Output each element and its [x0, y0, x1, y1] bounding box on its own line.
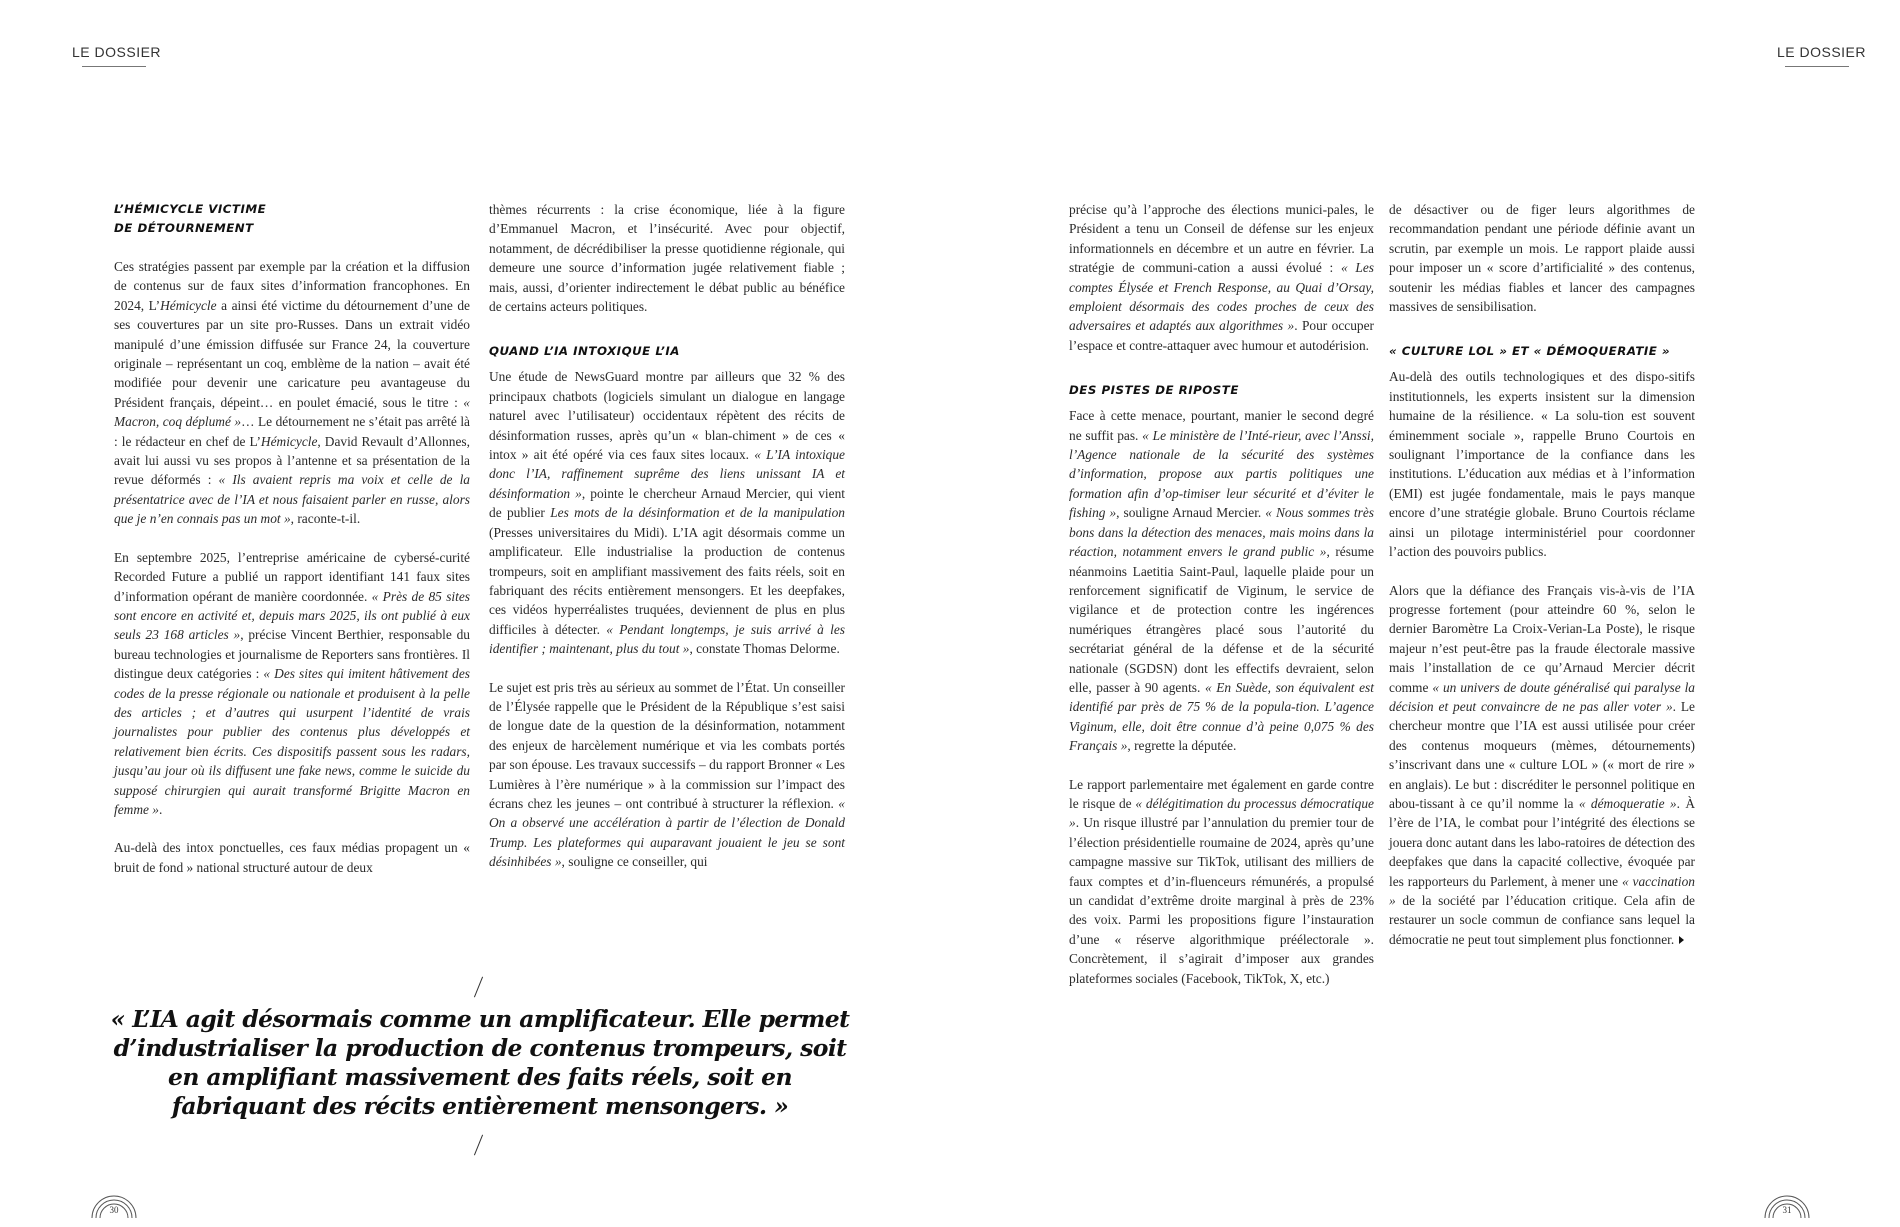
subhead-culture-lol: « CULTURE LOL » ET « DÉMOQUERATIE » [1389, 344, 1671, 359]
article-column-4 [1389, 200, 1695, 949]
paragraph: Ces stratégies passent par exemple par la création et la diffusion de contenus sur de faux sites d’information francophones. En 2024, L’Hémicycle a ainsi été victime du détournement d’une de ses couvertures par un site pro-Russes. Dans un extrait vidéo manipulé d’une émission diffusée sur France 24, la couverture originale – représentant un coq, emblème de la nation – avait été modifiée pour devenir une caricature peu avantageuse du Président français, dépeint… en poulet émacié, sous le titre : « Macron, coq déplumé »… Le détournement ne s’était pas arrêté là : le rédacteur en chef de L’Hémicycle, David Revault d’Allonnes, avait lui aussi vu ses propos à l’antenne et sa présentation de la revue déformés : « Ils avaient repris ma voix et celle de la présentatrice avec de l’IA et nous faisaient parler en russe, alors que je n’en connais pas un mot », raconte-t-il. [114, 259, 470, 527]
article-column-2 [489, 200, 845, 872]
paragraph: Au-delà des intox ponctuelles, ces faux médias propagent un « bruit de fond » national structuré autour de deux [114, 840, 470, 875]
article-column-1 [114, 200, 470, 877]
page-number: 31 [1782, 1205, 1792, 1215]
section-label: LE DOSSIER [72, 44, 162, 60]
paragraph: Le sujet est pris très au sérieux au sommet de l’État. Un conseiller de l’Élysée rappelle que le Président de la République s’est saisi de longue date de la question de la désinformation, notamment des enjeux de harcèlement numérique et via les combats portés par son épouse. Les travaux successifs – du rapport Bronner « Les Lumières à l’ère numérique » à la commission sur l’impact des écrans chez les jeunes – ont contribué à structurer la réflexion. « On a observé une accélération à partir de l’élection de Donald Trump. Les plateformes qui auparavant jouaient le jeu se sont désinhibées », souligne ce conseiller, qui [489, 679, 845, 870]
paragraph: de désactiver ou de figer leurs algorithmes de recommandation pendant une période définie avant un scrutin, par exemple un mois. Le rapport plaide aussi pour imposer un « score d’artificialité » des contenus, soutenir les médias fiables et lancer des campagnes massives de sensibilisation. [1389, 202, 1695, 315]
page-number-right [1763, 1190, 1811, 1218]
paragraph: Alors que la défiance des Français vis-à-vis de l’IA progresse fortement (pour atteindre 60 %, selon le dernier Baromètre La Croix-Verian-La Poste), le risque majeur n’est peut-être pas la fraude électorale massive mais l’installation de ce qu’Arnaud Mercier décrit comme « un univers de doute généralisé qui paralyse la décision et peut convaincre de ne pas aller voter ». Le chercheur montre que l’IA est aussi utilisée pour créer des contenus moqueurs (mèmes, détournements) s’inscrivant dans une « culture LOL » (« mort de rire » en anglais). Le but : discréditer le personnel politique en abou-tissant à ce qu’il nomme la « démoqueratie ». À l’ère de l’IA, le combat pour l’intégrité des élections se jouera donc autant dans les labo-ratoires de détection des deepfakes que dans la capacité collective, évoquée par les rapporteurs du Parlement, à mener une « vaccination » de la société par l’éducation critique. Cela afin de restaurer un socle commun de confiance sans lequel la démocratie ne peut tout simplement plus fonctionner. [1389, 582, 1696, 947]
paragraph: Au-delà des outils technologiques et des dispo-sitifs institutionnels, les experts insistent sur la dimension humaine de la résilience. « La solu-tion est souvent éminemment sociale », rappelle Bruno Courtois en soulignant l’importance de la confiance dans les institutions. L’éducation aux médias et à l’information (EMI) est jugée fondamentale, mais le pays manque encore d’une stratégie globale. Bruno Courtois réclame ainsi un pilotage interministériel pour coordonner l’action des pouvoirs publics. [1389, 369, 1695, 560]
section-underline [82, 66, 146, 67]
running-head-right [1777, 44, 1866, 67]
paragraph: En septembre 2025, l’entreprise américaine de cybersé-curité Recorded Future a publié un rapport identifiant 141 faux sites d’information opérant de manière coordonnée. « Près de 85 sites sont encore en activité et, depuis mars 2025, ils ont publié à eux seuls 23 168 articles », précise Vincent Berthier, responsable du bureau technologies et journalisme de Reporters sans frontières. Il distingue deux catégories : « Des sites qui imitent hâtivement des codes de la presse régionale ou nationale et produisent à la pelle des articles ; et d’autres qui usurpent l’identité de vrais journalistes pour publier des contenus plus développés et relativement bien écrits. Ces dispositifs passent sous les radars, jusqu’au jour où ils diffusent une fake news, comme le suicide du supposé chirurgien qui aurait transformé Brigitte Macron en femme ». [114, 549, 471, 817]
article-column-3 [1069, 200, 1374, 988]
subhead-ia-intoxique: QUAND L’IA INTOXIQUE L’IA [489, 344, 680, 359]
running-head-left [72, 44, 161, 67]
paragraph: Le rapport parlementaire met également en garde contre le risque de « délégitimation du processus démocratique ». Un risque illustré par l’annulation du premier tour de l’élection présidentielle roumaine de 2024, après qu’une campagne massive sur TikTok, utilisant des milliers de faux comptes et d’in-fluenceurs rémunérés, a propulsé un candidat d’extrême droite marginal à près de 23% des voix. Parmi les propositions figure l’instauration d’une « réserve algorithmique préélectorale ». Concrètement, il s’agirait d’imposer aux grandes plateformes sociales (Facebook, TikTok, X, etc.) [1069, 776, 1374, 986]
subhead-line: DE DÉTOURNEMENT [114, 221, 254, 235]
subhead-hemicycle [114, 200, 470, 238]
paragraph: Une étude de NewsGuard montre par ailleurs que 32 % des principaux chatbots (logiciels simulant un dialogue en langage naturel avec l’utilisateur) occidentaux répètent des récits de désinformation russes, après qu’un « blan-chiment » de ces « intox » ait été opéré via ces faux sites locaux. « L’IA intoxique donc l’IA, raffinement suprême des liens unissant IA et désinformation », pointe le chercheur Arnaud Mercier, qui vient de publier Les mots de la désinformation et de la manipulation (Presses universitaires du Midi). L’IA agit désormais comme un amplificateur. Elle industrialise la production de contenus trompeurs, soit en amplifiant massivement des faits réels, soit en fabriquant des récits entièrement mensongers. Et les deepfakes, ces vidéos hyperréalistes truquées, deviennent de plus en plus difficiles à détecter. « Pendant longtemps, je suis arrivé à les identifier ; maintenant, plus du tout », constate Thomas Delorme. [489, 369, 845, 657]
paragraph: précise qu’à l’approche des élections munici-pales, le Président a tenu un Conseil de défense sur les enjeux informationnels en décembre et un autre en février. La stratégie de communi-cation a aussi évolué : « Les comptes Élysée et French Response, au Quai d’Orsay, emploient désormais des codes proches de ceux des adversaires et adaptés aux algorithmes ». Pour occuper l’espace et contre-attaquer avec humour et autodérision. [1069, 202, 1374, 353]
pull-quote: « L’IA agit désormais comme un amplificateur. Elle permet d’industrialiser la production de contenus trompeurs, soit en amplifiant massivement des faits réels, soit en fabriquant des récits entièrement mensongers. » [110, 1005, 850, 1120]
slash-ornament [474, 1135, 483, 1156]
slash-ornament [474, 977, 483, 998]
section-label: LE DOSSIER [1776, 44, 1866, 60]
subhead-line: L’HÉMICYCLE VICTIME [114, 202, 267, 216]
subhead-pistes-riposte: DES PISTES DE RIPOSTE [1069, 383, 1239, 398]
triangle-right-icon [1679, 936, 1684, 944]
paragraph: Face à cette menace, pourtant, manier le second degré ne suffit pas. « Le ministère de l’Inté-rieur, avec l’Anssi, l’Agence nationale de la sécurité des systèmes d’information, propose aux partis politiques une formation afin d’op-timiser leur sécurité et d’éviter le fishing », souligne Arnaud Mercier. « Nous sommes très bons dans la détection des menaces, mais moins dans la réaction, notamment envers le grand public », résume néanmoins Laetitia Saint-Paul, laquelle plaide pour un renforcement significatif de Viginum, le service de vigilance et de protection contre les ingérences numériques étrangères placé sous l’autorité du secrétariat général de la défense et de la sécurité nationale (SGDSN) dont les effectifs devraient, selon elle, passer à 90 agents. « En Suède, son équivalent est identifié par près de 75 % de la popula-tion. L’agence Viginum, elle, doit être connue d’à peine 0,075 % des Français », regrette la députée. [1069, 408, 1375, 754]
section-underline [1785, 66, 1849, 67]
page-number: 30 [109, 1205, 119, 1215]
paragraph: thèmes récurrents : la crise économique, liée à la figure d’Emmanuel Macron, et l’insécurité. Avec pour objectif, notamment, de décrédibiliser la presse quotidienne régionale, qui demeure une source d’information jugée relativement fiable ; mais, aussi, d’orienter indirectement le débat public au bénéfice de certains acteurs politiques. [489, 202, 845, 315]
page-number-left [90, 1190, 138, 1218]
